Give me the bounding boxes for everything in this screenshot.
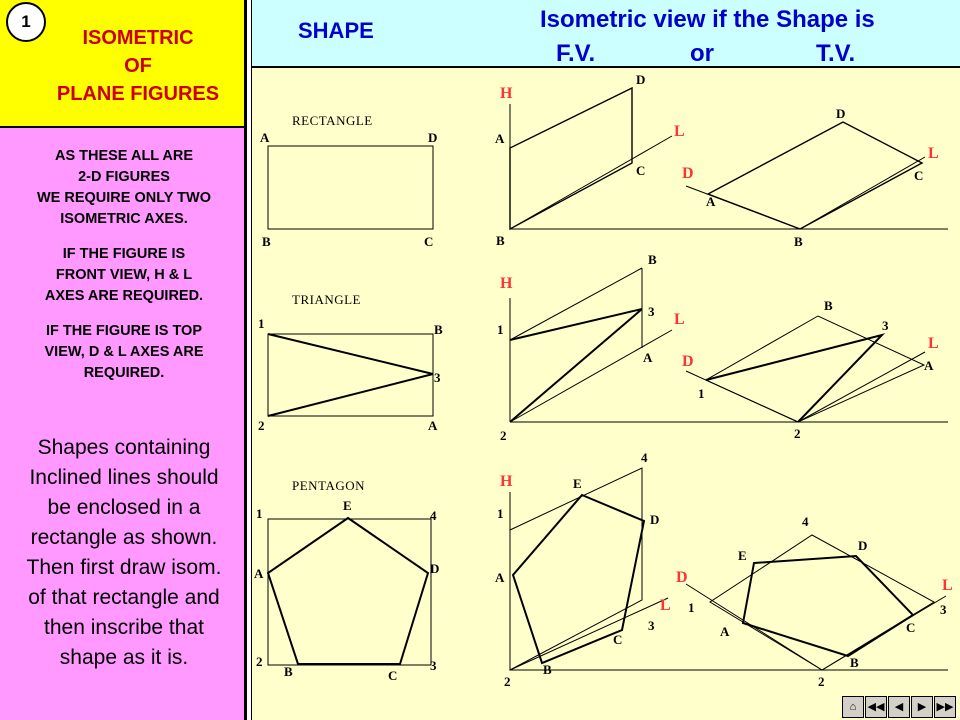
point-label: A — [706, 194, 716, 209]
axis-label-l: L — [928, 335, 939, 352]
point-label: C — [424, 234, 434, 249]
point-label: A — [643, 350, 653, 365]
point-label: D — [836, 106, 846, 121]
tv-heading: T.V. — [816, 40, 856, 67]
last-icon[interactable]: ▶▶ — [934, 696, 956, 718]
point-label: C — [613, 632, 623, 647]
point-label: 4 — [641, 450, 648, 465]
axis-label-l: L — [942, 577, 953, 594]
point-label: D — [858, 538, 868, 553]
point-label: B — [794, 234, 803, 249]
note-line: Inclined lines should — [29, 466, 219, 489]
point-label: 4 — [430, 508, 437, 523]
note-line: be enclosed in a — [47, 496, 201, 519]
l-axis — [798, 352, 925, 422]
l-axis — [510, 330, 672, 422]
point-label: C — [914, 168, 924, 183]
note-line: then inscribe that — [44, 616, 204, 639]
point-label: B — [284, 664, 293, 679]
axis-label-d: D — [682, 353, 694, 370]
rect-iso-fv — [510, 88, 632, 229]
point-label: B — [824, 298, 833, 313]
point-label: 2 — [504, 674, 511, 689]
note-line: 2-D FIGURES — [78, 169, 170, 185]
point-label: D — [650, 512, 660, 527]
or-heading: or — [690, 40, 714, 67]
l-axis — [510, 136, 672, 229]
point-label: 1 — [256, 506, 263, 521]
point-label: E — [573, 476, 582, 491]
caption-triangle: TRIANGLE — [292, 292, 361, 307]
construction-line — [510, 268, 642, 340]
point-label: 2 — [794, 426, 801, 441]
axis-label-l: L — [674, 311, 685, 328]
point-label: 1 — [688, 600, 695, 615]
rect-iso-tv — [708, 122, 922, 229]
note-line: AXES ARE REQUIRED. — [44, 288, 204, 304]
axis-label-d: D — [676, 569, 688, 586]
axis-label-h: H — [500, 473, 513, 490]
point-label: D — [428, 130, 438, 145]
point-label: 2 — [500, 428, 507, 443]
slide-number-badge: 1 — [6, 2, 46, 42]
left-title-line: PLANE FIGURES — [56, 83, 220, 105]
point-label: 3 — [882, 318, 889, 333]
point-label: A — [428, 418, 438, 433]
axis-label-d: D — [682, 165, 694, 182]
first-icon[interactable]: ◀◀ — [865, 696, 887, 718]
shape-column-heading: SHAPE — [298, 18, 374, 43]
caption-pentagon: PENTAGON — [292, 478, 366, 493]
note-line: VIEW, D & L AXES ARE — [44, 344, 204, 360]
slide-navigation — [842, 696, 957, 718]
point-label: B — [262, 234, 271, 249]
point-label: B — [434, 322, 443, 337]
isometric-heading: Isometric view if the Shape is — [540, 6, 875, 33]
triangle-iso-tv-rect — [706, 316, 924, 422]
point-label: 3 — [434, 370, 441, 385]
note-line: REQUIRED. — [83, 365, 165, 381]
point-label: 3 — [648, 618, 655, 633]
caption-rectangle: RECTANGLE — [292, 113, 373, 128]
prev-icon[interactable]: ◀ — [888, 696, 910, 718]
point-label: 1 — [497, 322, 504, 337]
point-label: B — [850, 655, 859, 670]
axis-label-h: H — [500, 275, 513, 292]
note-line: rectangle as shown. — [30, 526, 218, 549]
left-title-line: OF — [124, 55, 152, 77]
axis-label-l: L — [674, 123, 685, 140]
point-label: A — [720, 624, 730, 639]
triangle-enclosing-rect — [268, 334, 433, 416]
point-label: B — [496, 233, 505, 248]
axis-label-h: H — [500, 85, 513, 102]
note-line: Shapes containing — [37, 436, 211, 459]
pentagon-orthographic — [268, 518, 428, 664]
point-label: B — [648, 252, 657, 267]
point-label: C — [906, 620, 916, 635]
note-line: shape as it is. — [59, 646, 189, 669]
point-label: A — [924, 358, 934, 373]
point-label: A — [495, 570, 505, 585]
point-label: C — [636, 163, 646, 178]
point-label: 2 — [818, 674, 825, 689]
point-label: 1 — [497, 506, 504, 521]
pentagon-iso-tv — [743, 556, 916, 656]
note-line: of that rectangle and — [28, 586, 220, 609]
point-label: 2 — [258, 418, 265, 433]
axis-label-l: L — [660, 597, 671, 614]
triangle-iso-fv — [510, 309, 642, 422]
l-axis — [510, 598, 668, 670]
note-line: AS THESE ALL ARE — [54, 148, 194, 164]
point-label: 3 — [940, 602, 947, 617]
note-line: IF THE FIGURE IS — [62, 246, 186, 262]
point-label: B — [543, 662, 552, 677]
pentagon-iso-fv — [513, 495, 644, 663]
left-title-line: ISOMETRIC — [82, 27, 194, 49]
point-label: 1 — [258, 316, 265, 331]
triangle-iso-tv — [706, 335, 882, 422]
point-label: E — [738, 548, 747, 563]
axis-label-l: L — [928, 145, 939, 162]
rect-orthographic — [268, 146, 433, 229]
point-label: A — [260, 130, 270, 145]
fv-heading: F.V. — [556, 40, 596, 67]
point-label: 3 — [648, 304, 655, 319]
note-line: FRONT VIEW, H & L — [55, 267, 193, 283]
note-line: IF THE FIGURE IS TOP — [45, 323, 203, 339]
triangle-orthographic — [268, 334, 433, 416]
point-label: D — [636, 72, 646, 87]
point-label: A — [495, 131, 505, 146]
point-label: E — [343, 498, 352, 513]
note-line: Then first draw isom. — [26, 556, 222, 579]
note-line: WE REQUIRE ONLY TWO — [36, 190, 211, 206]
point-label: 1 — [698, 386, 705, 401]
home-icon[interactable]: ⌂ — [842, 696, 864, 718]
point-label: D — [430, 561, 440, 576]
point-label: 4 — [802, 514, 809, 529]
point-label: A — [254, 566, 264, 581]
point-label: 2 — [256, 654, 263, 669]
next-icon[interactable]: ▶ — [911, 696, 933, 718]
point-label: 3 — [430, 658, 437, 673]
note-line: ISOMETRIC AXES. — [60, 211, 188, 227]
point-label: C — [388, 668, 398, 683]
